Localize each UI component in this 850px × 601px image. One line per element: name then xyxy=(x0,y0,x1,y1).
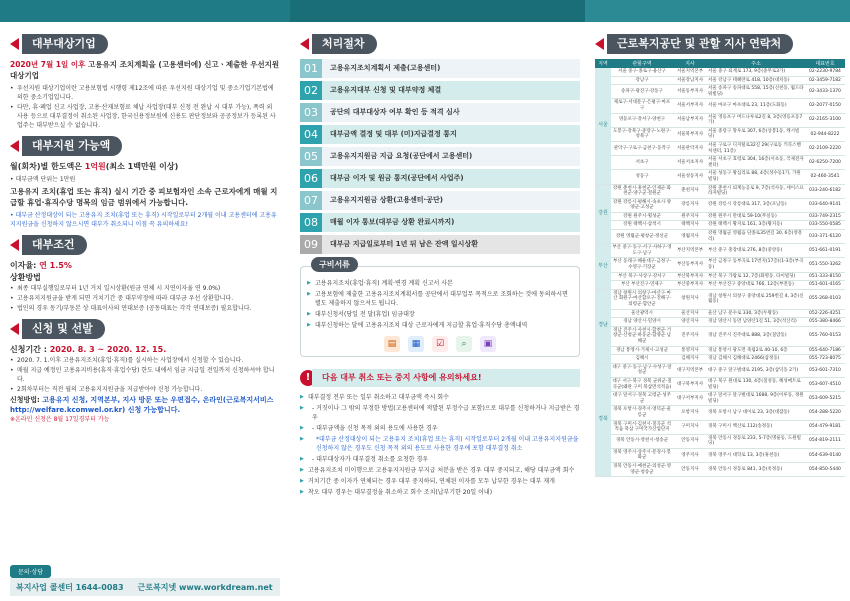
phone-cell: 033-749-2315 xyxy=(805,212,845,221)
branch-cell: 대구북부지사 xyxy=(673,377,707,391)
application-period: 신청기간 : 2020. 8. 3 ~ 2020. 12. 15. xyxy=(10,345,167,354)
column-header: 주소 xyxy=(707,59,805,68)
region-cell: 강원 xyxy=(595,184,611,244)
phone-cell: 054-639-0140 xyxy=(805,448,845,462)
section-application xyxy=(10,319,280,339)
jurisdiction-cell: 경남 진주시·사천시·합천군·거창군·산청군·하동군·함양군·남해군 xyxy=(611,326,673,346)
list-item: ▶ *대부금 산정대상이 되는 고용유지 조치(휴업 또는 휴직) 시작일로부터 2개월 이내 고용유지지원금을 신청하지 않은 경우도 신청 목적 외의 용도로 사용한 경우에 포함 대부결정 취소 xyxy=(300,435,580,453)
column-header: 관할구역 xyxy=(611,59,673,68)
process-step: 04 대부금액 결정 및 대부 (미)지급결정 통지 xyxy=(300,125,580,144)
jurisdiction-cell: 부산 부산진구·연제구 xyxy=(611,281,673,290)
address-cell: 경북 포항시 남구 대이로 23, 3층(대잠동) xyxy=(707,406,805,420)
region-cell: 경남 xyxy=(595,289,611,363)
phone-cell: 054-288-5220 xyxy=(805,406,845,420)
jurisdiction-cell: 송파구·광진구·강동구 xyxy=(611,85,673,99)
address-cell: 서울 성동구 왕십리로 88, 4층(성수동1가, 가원빌딩) xyxy=(707,170,805,184)
list-item: ▶ 대부신청서(당일 전 달(휴업) 임금대장 xyxy=(307,310,573,319)
address-cell: 경남 김해시 김해대로 2466(삼정동) xyxy=(707,355,805,364)
jurisdiction-cell: 부산 북구·사상구·강서구 xyxy=(611,272,673,281)
table-row xyxy=(595,170,845,184)
jurisdiction-cell: 강원 영월군·평창군·정선군 xyxy=(611,230,673,244)
branch-cell: 원주지사 xyxy=(673,212,707,221)
repay-heading: 상환방법 xyxy=(10,273,41,282)
branch-cell: 부산중부지사 xyxy=(673,281,707,290)
loan-body: 고용유지 조치(휴업 또는 휴직) 실시 기간 중 피보험자인 소속 근로자에게 매월 지급할 휴업·휴직수당 명목의 임금 범위에서 가능합니다. xyxy=(10,187,278,207)
documents-title: 구비서류 xyxy=(311,257,358,272)
website-link[interactable]: 근로복지넷 www.workdream.net xyxy=(137,582,273,592)
branch-cell: 춘천지사 xyxy=(673,184,707,198)
jurisdiction-cell: 도봉구·강북구·중랑구·노원구·성북구 xyxy=(611,127,673,141)
region-cell: 경북 xyxy=(595,363,611,477)
phone-cell: 02-3459-7182 xyxy=(805,76,845,85)
process-step: 09 대부금 지급일로부터 1년 뒤 남은 잔액 일시상환 xyxy=(300,235,580,254)
jurisdiction-cell: 경남 창원시 의창구·마산구·마산 회원구·마산합포구·진해구·의령군·함안군 xyxy=(611,289,673,309)
jurisdiction-cell: 경북 영주시·상주시·문경시·봉화군 xyxy=(611,448,673,462)
table-row xyxy=(595,309,845,318)
branch-cell: 서울성동지사 xyxy=(673,170,707,184)
branch-cell: 서울강남지사 xyxy=(673,76,707,85)
list-item: ▶ - 대부금액을 신청 목적 외의 용도에 사용한 경우 xyxy=(300,424,580,433)
jurisdiction-cell: 강원 원주시·횡성군 xyxy=(611,212,673,221)
address-cell: 서울 송파구 송파대로 558, 15층(신천동, 월드타워빌딩) xyxy=(707,85,805,99)
address-cell: 부산 부산진구 중앙대로 766, 12층(부전동) xyxy=(707,281,805,290)
table-row xyxy=(595,363,845,377)
section-process xyxy=(300,34,580,54)
column-middle xyxy=(300,28,580,598)
table-row xyxy=(595,434,845,448)
section-marker-icon xyxy=(10,38,19,50)
phone-cell: 055-723-8075 xyxy=(805,355,845,364)
jurisdiction-cell: 경북 구미시·김천시·칠곡군 석적읍 북삼 구미국가산업단지 xyxy=(611,420,673,434)
branch-cell: 서울지역본부 xyxy=(673,68,707,76)
address-cell: 경남 진주시 진주대로 888, 3층(칠암동) xyxy=(707,326,805,346)
list-item: ▶ - 대부대상자가 대부결정 취소를 요청한 경우 xyxy=(300,455,580,464)
table-row xyxy=(595,448,845,462)
section-contacts xyxy=(595,34,845,54)
contacts-table-body xyxy=(595,68,845,477)
branch-cell: 서울관악지사 xyxy=(673,141,707,155)
table-row xyxy=(595,326,845,346)
top-banner xyxy=(0,0,850,22)
jurisdiction-cell: 울산광역시 xyxy=(611,309,673,318)
address-cell: 강원 원주시 만대로 59-10(무실동) xyxy=(707,212,805,221)
address-cell: 경남 통영시 광도면 죽림2로 40-10, 6층 xyxy=(707,346,805,355)
column-header: 지사 xyxy=(673,59,707,68)
list-item: • 법인의 경우 동기/부동본 상 대표이사의 연대보증 (공동대표는 각각 연대보증) 필요합니다. xyxy=(10,304,280,313)
branch-cell: 대구지역본부 xyxy=(673,363,707,377)
section-title: 대부대상기업 xyxy=(22,34,108,54)
address-cell: 대구 달서구 달구벌대로 1688, 9층(이루동, 정원빌딩) xyxy=(707,392,805,406)
list-item: ▶ 고용유지조치(휴업·휴직) 계획·변경 계획 신고서 사본 xyxy=(307,279,573,288)
jurisdiction-cell: 경남 양산시·밀양시 xyxy=(611,318,673,327)
process-steps xyxy=(300,59,580,254)
section-title: 근로복지공단 및 관할 지사 연락처 xyxy=(607,34,793,54)
branch-cell: 서울남부지사 xyxy=(673,113,707,127)
list-item: • 최종 대부실행일로부터 1년 거치 일시상환(원금 연체 시 지연이자율 연 9.0%) xyxy=(10,284,280,293)
contact-line xyxy=(10,578,280,596)
address-cell: 서울 마포구 마포대로 23, 11층(도화동) xyxy=(707,99,805,113)
section-conditions xyxy=(10,235,280,255)
list-item: ▶ - 거짓이나 그 밖의 부정한 방법(고용센터에 적발된 부정수급 포함)으로 대부를 신청하거나 지급받은 경우 xyxy=(300,404,580,422)
process-step: 05 고용유지지원금 지급 요청(공단에서 고용센터) xyxy=(300,147,580,166)
address-cell: 강원 춘천시 퇴계농공로 9, 7층(석사동, 세이스프라자빌딩) xyxy=(707,184,805,198)
phone-cell: 033-240-6182 xyxy=(805,184,845,198)
phone-cell: 051-550-3262 xyxy=(805,258,845,272)
list-item: ▶ 고용보험에 제출한 고용유지조치계획서를 공단에서 대부업무 목적으로 조회하는 것에 동의하시면 별도 제출하지 않으셔도 됩니다. xyxy=(307,290,573,308)
jurisdiction-cell: 강원 태백시·삼척시 xyxy=(611,221,673,230)
section-title: 대부조건 xyxy=(22,235,87,255)
address-cell: 강원 태백시 황지로 161, 3층(황지동) xyxy=(707,221,805,230)
eligibility-bullets xyxy=(10,84,280,130)
notice-title: 다음 대부 취소 또는 중지 사항에 유의하세요! xyxy=(312,369,580,387)
table-row xyxy=(595,463,845,477)
branch-cell: 안동지사 xyxy=(673,463,707,477)
branch-cell: 부산지역본부 xyxy=(673,244,707,258)
address-cell: 서울 구로구 디지털로32길 29(구로동 키콕스벤처센터, 11층) xyxy=(707,141,805,155)
table-header-row xyxy=(595,59,845,68)
documents-box xyxy=(300,260,580,357)
table-row xyxy=(595,281,845,290)
eligibility-lead: 2020년 7월 1일 이후 고용유지 조치계획을 (고용센터에) 신고ㆍ제출한 우선지원 대상기업 xyxy=(10,60,280,80)
table-row xyxy=(595,258,845,272)
loan-limit: 월(회차)별 한도액은 1억원(최소 1백만원 이상) xyxy=(10,162,179,171)
phone-cell: 055-268-0103 xyxy=(805,289,845,309)
callcenter-number: 복지사업 콜센터 1644-0083 xyxy=(16,582,124,592)
branch-cell: 안동지사 xyxy=(673,434,707,448)
application-bullets xyxy=(10,356,280,394)
phone-cell: 055-640-7186 xyxy=(805,346,845,355)
address-cell: 울산 남구 문수로 330, 3층(두왕동) xyxy=(707,309,805,318)
branch-cell: 서울서부지사 xyxy=(673,99,707,113)
branch-cell: 김해지사 xyxy=(673,355,707,364)
jurisdiction-cell: 성동구 xyxy=(611,170,673,184)
process-step: 02 고용유지대부 신청 및 대부약정 체결 xyxy=(300,81,580,100)
address-cell: 서울 강남구 테헤란로 418, 10층(대치동) xyxy=(707,76,805,85)
address-cell: 서울 서초구 효령로 304, 16층(서초동, 국제전자센터) xyxy=(707,156,805,170)
section-title: 대부지원 가능액 xyxy=(22,136,122,156)
section-marker-icon xyxy=(10,323,19,335)
list-item: • 고용유지지원금을 받게 되면 거치기간 중 대부약정에 따라 대부금 우선 상환합니다. xyxy=(10,294,280,303)
list-item: • 매월 지급 예정인 고용유지비용(휴직·휴업수당) 한도 내에서 임금 지급일 전일까지 신청하셔야 합니다. xyxy=(10,366,280,384)
address-cell: 부산 중구 충장대로 276, 8층(중앙동) xyxy=(707,244,805,258)
magnifier-icon: ⌕ xyxy=(456,336,472,352)
phone-cell: 02-2077-0150 xyxy=(805,99,845,113)
phone-cell: 055-760-0153 xyxy=(805,326,845,346)
table-row xyxy=(595,392,845,406)
list-item: ▶ 착오 대부 경우는 대부결정을 취소하고 회수 조치(납부기한 20일 이내) xyxy=(300,488,580,497)
phone-cell: 02-3433-1370 xyxy=(805,85,845,99)
table-row xyxy=(595,113,845,127)
jurisdiction-cell: 관악구·구로구·금천구·동작구 xyxy=(611,141,673,155)
phone-cell: 053-601-7310 xyxy=(805,363,845,377)
table-row xyxy=(595,244,845,258)
phone-cell: 053-607-4510 xyxy=(805,377,845,391)
section-title: 신청 및 선발 xyxy=(22,319,105,339)
table-row xyxy=(595,272,845,281)
phone-cell: 051-601-4165 xyxy=(805,281,845,290)
list-item: ▶ 대부결정 전부 또는 일부 취소하고 대부금액 즉시 회수 xyxy=(300,393,580,402)
address-cell: 부산 금정구 동부곡로 17번지(17층)(1-3층(부곡동) xyxy=(707,258,805,272)
table-row xyxy=(595,406,845,420)
checklist-icon: ☑ xyxy=(432,336,448,352)
jurisdiction-cell: 경북 안동시·예천군·의성군·영양군·청송군 xyxy=(611,463,673,477)
column-header: 대표번호 xyxy=(805,59,845,68)
branch-cell: 강릉지사 xyxy=(673,198,707,212)
documents-list xyxy=(307,279,573,330)
process-step: 06 대부금 이자 및 원금 통지(공단에서 사업주) xyxy=(300,169,580,188)
phone-cell: 02-2230-9784 xyxy=(805,68,845,76)
section-marker-icon xyxy=(300,38,309,50)
list-item: ▶ 고용유지조치 미이행으로 고용유지지원금 부지급 처분을 받은 경우 대부 중지되고, 해당 대부금액 회수 xyxy=(300,466,580,475)
phone-cell: 02-2109-2220 xyxy=(805,141,845,155)
table-row xyxy=(595,127,845,141)
list-item: • 2020. 7. 1.이후 고용유지조치(휴업·휴직)를 실시하는 사업장에서 신청할 수 있습니다. xyxy=(10,356,280,365)
phone-cell: 051-661-0191 xyxy=(805,244,845,258)
branch-cell: 서울동부지사 xyxy=(673,85,707,99)
contact-tag: 문의·상담 xyxy=(10,565,51,578)
table-row xyxy=(595,141,845,155)
address-cell: 대구 북구 원대로 130, 4층(칠성동, 해성메트로빌딩) xyxy=(707,377,805,391)
branch-cell: 양산지사 xyxy=(673,318,707,327)
branch-cell: 부산북부지사 xyxy=(673,272,707,281)
jurisdiction-cell: 경북 안동시·영천시·청송군 xyxy=(611,434,673,448)
table-row xyxy=(595,85,845,99)
application-method-note: ※온라인 신청은 8월 17일경부터 가능 xyxy=(10,416,110,423)
branch-cell: 태백지사 xyxy=(673,221,707,230)
table-row xyxy=(595,377,845,391)
section-marker-icon xyxy=(10,140,19,152)
list-item: • 2회차부터는 직전 월의 고용유지지원금을 지급받아야 신청 가능합니다. xyxy=(10,385,280,394)
branch-cell: 진주지사 xyxy=(673,326,707,346)
branch-cell: 영월지사 xyxy=(673,230,707,244)
jurisdiction-cell: 서초구 xyxy=(611,156,673,170)
contact-box xyxy=(10,559,280,596)
address-cell: 경북 안동시 경동로 841, 3층(옥정동) xyxy=(707,463,805,477)
address-cell: 경북 구미시 백산로 112(송정동) xyxy=(707,420,805,434)
table-row xyxy=(595,212,845,221)
jurisdiction-cell: 부산 동래구·해운대구·금정구·수영구·기장군 xyxy=(611,258,673,272)
phone-cell: 054-850-5440 xyxy=(805,463,845,477)
address-cell: 경남 양산시 동면 남양산1길 51, 3층(석산리) xyxy=(707,318,805,327)
loan-note: • 대부금 산정대상이 되는 고용유지 조치(휴업 또는 휴직) 시작일로부터 2개월 이내 고용센터에 고용유지지원금을 신청하지 않으시면 대부가 취소되니 이점 꼭 유의하세요! xyxy=(10,212,277,228)
interest-rate: 이자율: 연 1.5% xyxy=(10,261,72,270)
branch-cell: 울산지사 xyxy=(673,309,707,318)
jurisdiction-cell: 경북 포항시·경주시·영덕군·울릉군 xyxy=(611,406,673,420)
list-item: ▶ 거치기간 중 이자가 연체되는 경우 대부 중지하되, 연체된 이자를 모두 납부한 경우는 대부 재개 xyxy=(300,477,580,486)
list-item: ▶ 대부신청하는 달에 고용유지조치 대상 근로자에게 지급할 휴업·휴직수당 총액내역 xyxy=(307,321,573,330)
branch-cell: 서울서초지사 xyxy=(673,156,707,170)
branch-cell: 영주지사 xyxy=(673,448,707,462)
phone-cell: 033-550-0585 xyxy=(805,221,845,230)
table-row xyxy=(595,318,845,327)
process-step: 01 고용유지조치계획서 제출(고용센터) xyxy=(300,59,580,78)
branch-cell: 대구서부지사 xyxy=(673,392,707,406)
alert-icon: ! xyxy=(300,370,316,386)
address-cell: 강원 영월군 영월읍 단종로35번길 30, 6층(영흥리) xyxy=(707,230,805,244)
jurisdiction-cell: 강원 춘천시·홍천군·인제군·화천군·양구군·철원군 xyxy=(611,184,673,198)
address-cell: 강원 강릉시 강릉대로 317, 3층(포남동) xyxy=(707,198,805,212)
address-cell: 서울 영등포구 버드나루로2길 8, 3층(영등포동7가) xyxy=(707,113,805,127)
notice-list xyxy=(300,393,580,497)
section-marker-icon xyxy=(10,239,19,251)
phone-cell: 051-333-8150 xyxy=(805,272,845,281)
phone-cell: 054-819-2111 xyxy=(805,434,845,448)
section-eligibility xyxy=(10,34,280,54)
jurisdiction-cell: 제로구·서대문구·은평구·마포구 xyxy=(611,99,673,113)
branch-cell: 구미지사 xyxy=(673,420,707,434)
address-cell: 경남 창원시 의창구 중앙대로 259번길 4, 3층(신월동) xyxy=(707,289,805,309)
phone-cell: 033-371-6120 xyxy=(805,230,845,244)
section-title: 처리절차 xyxy=(312,34,377,54)
table-row xyxy=(595,184,845,198)
table-row xyxy=(595,230,845,244)
jurisdiction-cell: 대구 중구·동구·남구·수성구·달성군 xyxy=(611,363,673,377)
address-cell: 경북 안동시 경동로 233, 5-7층(명륜동, 도원빌딩) xyxy=(707,434,805,448)
list-item: • 우선지원 대상기업이란 고용보험법 시행령 제12조에 따른 우선지원 대상기업 및 중소기업기본법에 의한 중소기업입니다. xyxy=(10,84,280,102)
jurisdiction-cell: 강남구 xyxy=(611,76,673,85)
document-icons xyxy=(307,336,573,352)
table-row xyxy=(595,99,845,113)
table-row xyxy=(595,198,845,212)
jurisdiction-cell: 대구 서구·북구 경북 군위군·칠곡군(왜관 구미 북삼면석적읍) xyxy=(611,377,673,391)
process-step: 03 공단의 대부대상자 여부 확인 등 적격 심사 xyxy=(300,103,580,122)
column-right xyxy=(595,28,845,598)
address-cell: 부산 북구 가람로 12, 7층(화명동, 타이빌딩) xyxy=(707,272,805,281)
calendar-icon: ▣ xyxy=(480,336,496,352)
phone-cell: 055-380-8466 xyxy=(805,318,845,327)
application-method: 신청방법: 고용유지 신청, 지역본부, 지사 방문 또는 우편접수, 온라인(근로복지서비스http://welfare.kcomwel.or.kr) 신청 가능합니다. xyxy=(10,396,274,414)
phone-cell: 02-944-8222 xyxy=(805,127,845,141)
column-left xyxy=(10,28,280,598)
notice-header xyxy=(300,367,580,389)
contacts-table xyxy=(595,59,845,477)
phone-cell: 02-2165-3100 xyxy=(805,113,845,127)
process-step: 08 매월 이자 통보(대부금 상환 완료시까지) xyxy=(300,213,580,232)
table-row xyxy=(595,221,845,230)
loan-unit: • 대부금액 단위는 1만원 xyxy=(10,176,76,183)
branch-cell: 포항지사 xyxy=(673,406,707,420)
address-cell: 서울 중구 퇴계로 173, 9층(충무로3가) xyxy=(707,68,805,76)
branch-cell: 서울북부지사 xyxy=(673,127,707,141)
table-row xyxy=(595,76,845,85)
address-cell: 경북 영주시 대학로 13, 3층(휴천동) xyxy=(707,448,805,462)
address-cell: 서울 중랑구 망우로 307, 6층(상봉1동, 캐시빌딩) xyxy=(707,127,805,141)
process-step: 07 고용유지지원금 상환(고용센터·공단) xyxy=(300,191,580,210)
table-row xyxy=(595,420,845,434)
jurisdiction-cell: 대구 달서구·경북 고령군·성주군 xyxy=(611,392,673,406)
jurisdiction-cell: 김해시 xyxy=(611,355,673,364)
jurisdiction-cell: 부산 중구·동구·서구·사하구·영도구·남구 xyxy=(611,244,673,258)
phone-cell: 02-460-3541 xyxy=(805,170,845,184)
section-loan-amount xyxy=(10,136,280,156)
phone-cell: 02-6250-7200 xyxy=(805,156,845,170)
table-row xyxy=(595,346,845,355)
phone-cell: 052-226-4251 xyxy=(805,309,845,318)
region-cell: 부산 xyxy=(595,244,611,290)
address-cell: 대구 중구 달구벌대로 2195, 3층(삼덕동 2가) xyxy=(707,363,805,377)
list-item: • 다만, 휴·폐업 신고 사업장, 고용·산재보험료 체납 사업장(대부 신청 전 완납 시 대부 가능), 폭력 외 사용 등으로 대부결정이 취소된 사업장, 한국신용정보원에 신용도 판단정보와 공공정보가 등록된 사업주는 대부받으실 수 없습니다. xyxy=(10,103,280,130)
phone-cell: 054-479-9181 xyxy=(805,420,845,434)
document-icon: ▦ xyxy=(408,336,424,352)
branch-cell: 부산동부지사 xyxy=(673,258,707,272)
jurisdiction-cell: 경남 통영시·거제시·고성군 xyxy=(611,346,673,355)
region-cell: 서울 xyxy=(595,68,611,184)
phone-cell: 033-640-9141 xyxy=(805,198,845,212)
table-row xyxy=(595,68,845,76)
table-row xyxy=(595,156,845,170)
jurisdiction-cell: 서울 중구·종로구·용산구 xyxy=(611,68,673,76)
phone-cell: 053-609-5215 xyxy=(805,392,845,406)
jurisdiction-cell: 강원 강릉시·평해시·속초시·양양군·고성군 xyxy=(611,198,673,212)
column-header: 지역 xyxy=(595,59,611,68)
table-row xyxy=(595,355,845,364)
branch-cell: 통영지사 xyxy=(673,346,707,355)
branch-cell: 창원지사 xyxy=(673,289,707,309)
table-row xyxy=(595,289,845,309)
repay-bullets xyxy=(10,284,280,313)
jurisdiction-cell: 영등포구·강서구·양천구 xyxy=(611,113,673,127)
section-marker-icon xyxy=(595,38,604,50)
chart-icon: ▤ xyxy=(384,336,400,352)
